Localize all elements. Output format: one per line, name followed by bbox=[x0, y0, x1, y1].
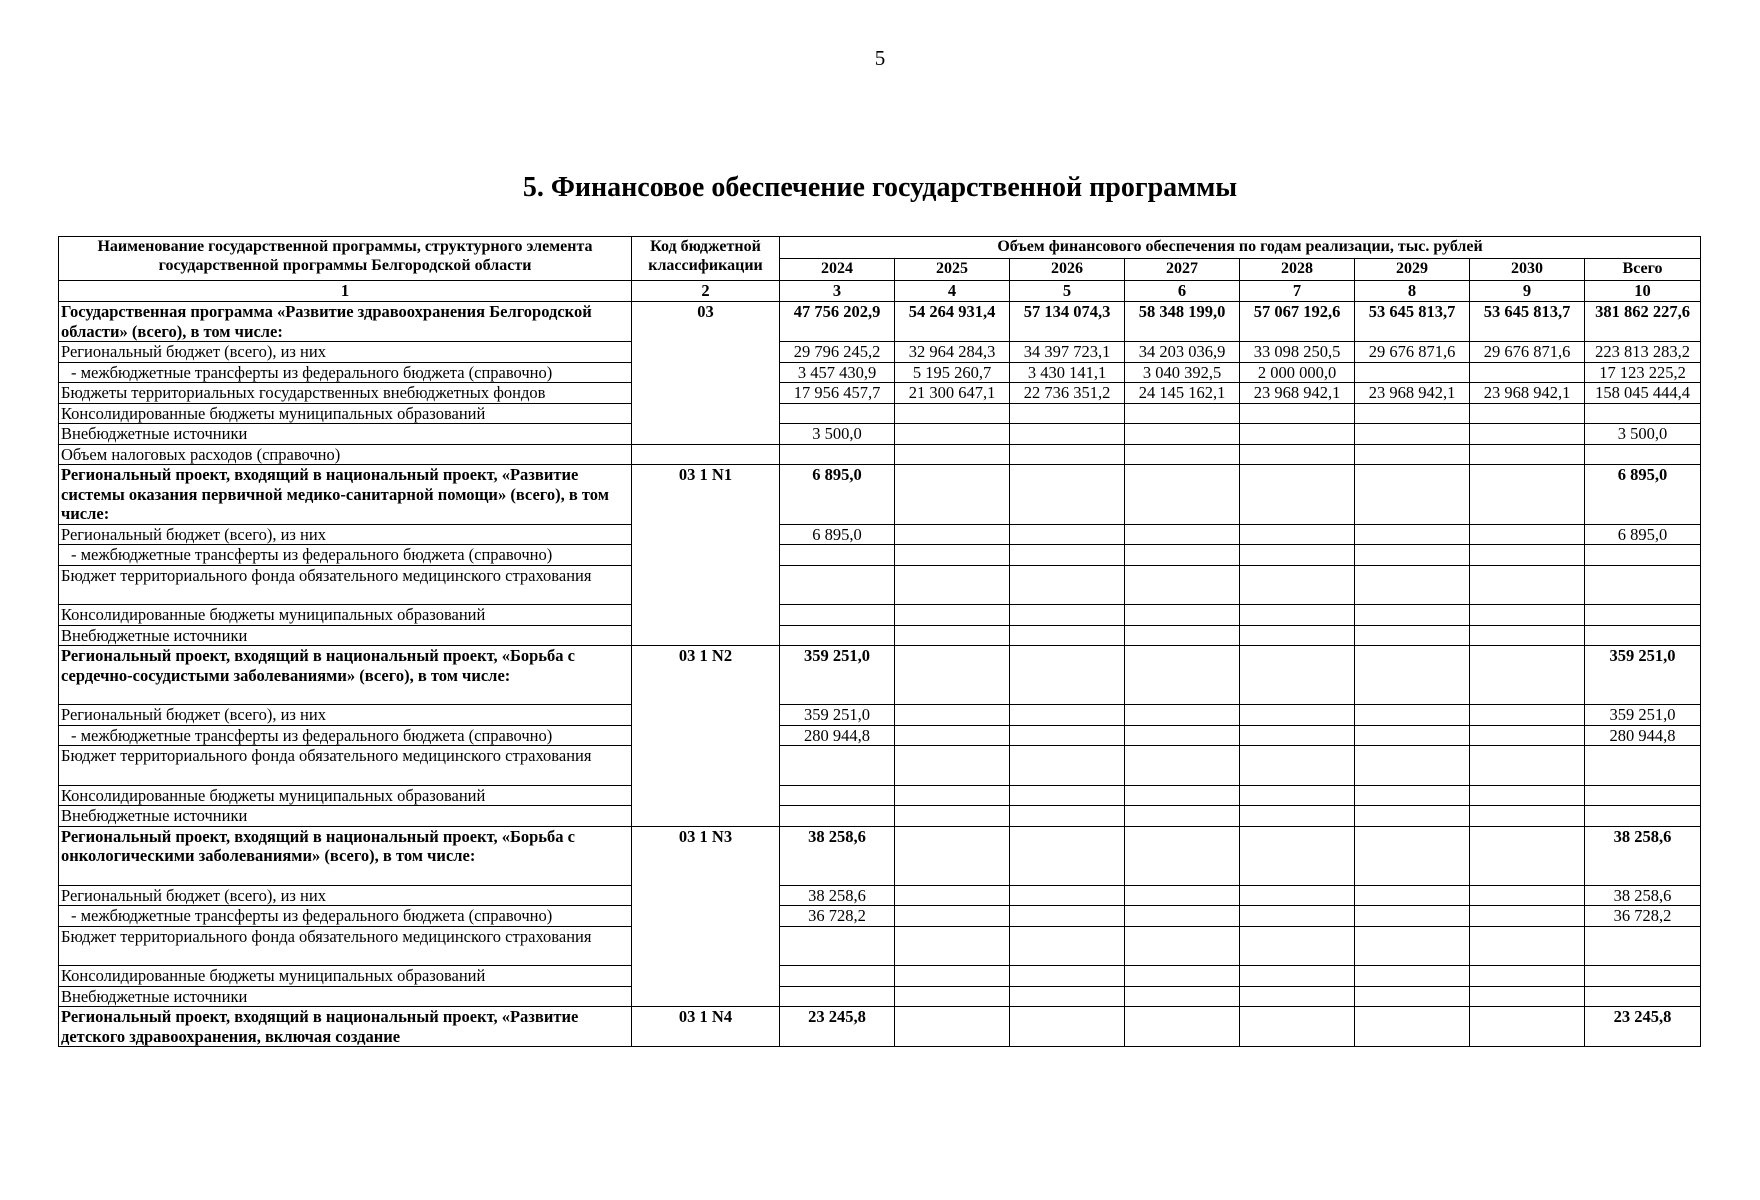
row-name-cell: Бюджет территориального фонда обязательного медицинского страхования bbox=[59, 926, 632, 966]
table-row bbox=[59, 625, 1701, 646]
row-name-cell: Консолидированные бюджеты муниципальных образований bbox=[59, 605, 632, 626]
value-cell bbox=[1470, 524, 1585, 545]
value-cell bbox=[895, 986, 1010, 1007]
value-cell bbox=[1470, 806, 1585, 827]
value-cell bbox=[1125, 424, 1240, 445]
value-cell: 32 964 284,3 bbox=[895, 342, 1010, 363]
value-cell bbox=[1470, 986, 1585, 1007]
row-name-cell: Внебюджетные источники bbox=[59, 424, 632, 445]
value-cell: 57 067 192,6 bbox=[1240, 302, 1355, 342]
value-cell: 6 895,0 bbox=[780, 465, 895, 525]
value-cell: 359 251,0 bbox=[1585, 646, 1701, 705]
value-cell: 38 258,6 bbox=[780, 885, 895, 906]
value-cell: 38 258,6 bbox=[780, 826, 895, 885]
row-name-cell: - межбюджетные трансферты из федерального бюджета (справочно) bbox=[59, 906, 632, 927]
value-cell bbox=[895, 625, 1010, 646]
value-cell bbox=[895, 806, 1010, 827]
value-cell bbox=[1240, 826, 1355, 885]
value-cell: 359 251,0 bbox=[780, 705, 895, 726]
value-cell bbox=[1585, 565, 1701, 605]
value-cell: 29 796 245,2 bbox=[780, 342, 895, 363]
page-number: 5 bbox=[874, 46, 886, 70]
value-cell bbox=[1010, 746, 1125, 786]
value-cell bbox=[780, 986, 895, 1007]
value-cell bbox=[895, 646, 1010, 705]
value-cell bbox=[1010, 444, 1125, 465]
value-cell bbox=[1355, 725, 1470, 746]
value-cell: 3 040 392,5 bbox=[1125, 362, 1240, 383]
row-name-cell: Бюджет территориального фонда обязательного медицинского страхования bbox=[59, 565, 632, 605]
table-row bbox=[59, 885, 1701, 906]
value-cell bbox=[1355, 403, 1470, 424]
value-cell bbox=[1585, 403, 1701, 424]
table-row bbox=[59, 746, 1701, 786]
value-cell bbox=[1355, 646, 1470, 705]
value-cell bbox=[1125, 465, 1240, 525]
value-cell: 54 264 931,4 bbox=[895, 302, 1010, 342]
row-name-cell: Внебюджетные источники bbox=[59, 625, 632, 646]
value-cell: 38 258,6 bbox=[1585, 885, 1701, 906]
row-name-cell: Консолидированные бюджеты муниципальных образований bbox=[59, 966, 632, 987]
value-cell: 36 728,2 bbox=[780, 906, 895, 927]
column-number-cell: 5 bbox=[1010, 281, 1125, 302]
table-row bbox=[59, 605, 1701, 626]
budget-code-cell: 03 1 N4 bbox=[632, 1007, 780, 1047]
value-cell bbox=[1010, 986, 1125, 1007]
value-cell bbox=[895, 746, 1010, 786]
row-name-cell: - межбюджетные трансферты из федерального бюджета (справочно) bbox=[59, 725, 632, 746]
value-cell bbox=[1470, 646, 1585, 705]
value-cell bbox=[1470, 605, 1585, 626]
value-cell bbox=[1240, 725, 1355, 746]
value-cell bbox=[1240, 625, 1355, 646]
value-cell: 223 813 283,2 bbox=[1585, 342, 1701, 363]
value-cell bbox=[1585, 966, 1701, 987]
value-cell bbox=[1240, 465, 1355, 525]
header-volume-cell: Объем финансового обеспечения по годам реализации, тыс. рублей bbox=[780, 237, 1701, 259]
value-cell bbox=[1240, 424, 1355, 445]
value-cell bbox=[1240, 885, 1355, 906]
value-cell: 33 098 250,5 bbox=[1240, 342, 1355, 363]
value-cell bbox=[1470, 725, 1585, 746]
value-cell bbox=[1355, 806, 1470, 827]
value-cell bbox=[780, 545, 895, 566]
value-cell: 17 123 225,2 bbox=[1585, 362, 1701, 383]
value-cell: 5 195 260,7 bbox=[895, 362, 1010, 383]
table-row bbox=[59, 806, 1701, 827]
row-name-cell: Региональный проект, входящий в национальный проект, «Борьба с онкологическими заболеваниями» (всего), в том числе: bbox=[59, 826, 632, 885]
value-cell bbox=[1470, 705, 1585, 726]
value-cell bbox=[1355, 906, 1470, 927]
value-cell bbox=[1240, 605, 1355, 626]
value-cell bbox=[1470, 1007, 1585, 1047]
value-cell bbox=[1585, 986, 1701, 1007]
value-cell bbox=[895, 1007, 1010, 1047]
value-cell: 381 862 227,6 bbox=[1585, 302, 1701, 342]
value-cell: 34 397 723,1 bbox=[1010, 342, 1125, 363]
value-cell bbox=[1125, 1007, 1240, 1047]
value-cell bbox=[895, 966, 1010, 987]
table-row bbox=[59, 826, 1701, 885]
value-cell bbox=[1585, 605, 1701, 626]
value-cell: 3 430 141,1 bbox=[1010, 362, 1125, 383]
value-cell: 29 676 871,6 bbox=[1470, 342, 1585, 363]
value-cell: 3 500,0 bbox=[780, 424, 895, 445]
value-cell bbox=[1125, 746, 1240, 786]
value-cell bbox=[780, 746, 895, 786]
value-cell bbox=[1355, 605, 1470, 626]
value-cell: 58 348 199,0 bbox=[1125, 302, 1240, 342]
value-cell: 6 895,0 bbox=[780, 524, 895, 545]
value-cell bbox=[1125, 725, 1240, 746]
value-cell bbox=[1010, 785, 1125, 806]
value-cell: 21 300 647,1 bbox=[895, 383, 1010, 404]
value-cell bbox=[895, 424, 1010, 445]
value-cell bbox=[780, 785, 895, 806]
value-cell: 280 944,8 bbox=[1585, 725, 1701, 746]
row-name-cell: Региональный бюджет (всего), из них bbox=[59, 524, 632, 545]
value-cell bbox=[1240, 646, 1355, 705]
row-name-cell: Консолидированные бюджеты муниципальных образований bbox=[59, 403, 632, 424]
value-cell: 3 457 430,9 bbox=[780, 362, 895, 383]
row-name-cell: Внебюджетные источники bbox=[59, 806, 632, 827]
value-cell: 57 134 074,3 bbox=[1010, 302, 1125, 342]
table-row bbox=[59, 1007, 1701, 1047]
column-number-cell: 8 bbox=[1355, 281, 1470, 302]
value-cell: 359 251,0 bbox=[780, 646, 895, 705]
value-cell bbox=[1010, 906, 1125, 927]
budget-code-cell: 03 1 N2 bbox=[632, 646, 780, 827]
row-name-cell: Региональный бюджет (всего), из них bbox=[59, 705, 632, 726]
value-cell bbox=[1240, 806, 1355, 827]
value-cell bbox=[1355, 926, 1470, 966]
value-cell: 22 736 351,2 bbox=[1010, 383, 1125, 404]
value-cell bbox=[1010, 424, 1125, 445]
value-cell bbox=[1355, 986, 1470, 1007]
page-title: 5. Финансовое обеспечение государственной программы bbox=[522, 172, 1238, 203]
value-cell: 53 645 813,7 bbox=[1470, 302, 1585, 342]
value-cell bbox=[1240, 986, 1355, 1007]
table-row bbox=[59, 545, 1701, 566]
value-cell bbox=[780, 625, 895, 646]
value-cell bbox=[1355, 524, 1470, 545]
value-cell bbox=[1125, 966, 1240, 987]
header-year-cell: 2030 bbox=[1470, 259, 1585, 281]
value-cell: 280 944,8 bbox=[780, 725, 895, 746]
value-cell bbox=[1355, 465, 1470, 525]
value-cell bbox=[1125, 605, 1240, 626]
value-cell bbox=[1240, 545, 1355, 566]
value-cell bbox=[1470, 403, 1585, 424]
value-cell: 23 968 942,1 bbox=[1355, 383, 1470, 404]
value-cell: 23 968 942,1 bbox=[1240, 383, 1355, 404]
value-cell bbox=[1125, 806, 1240, 827]
value-cell bbox=[1470, 906, 1585, 927]
value-cell bbox=[1240, 966, 1355, 987]
value-cell bbox=[1355, 625, 1470, 646]
table-row bbox=[59, 906, 1701, 927]
value-cell bbox=[1125, 785, 1240, 806]
row-name-cell: Региональный проект, входящий в национальный проект, «Развитие системы оказания первичной медико-санитарной помощи» (всего), в том числе: bbox=[59, 465, 632, 525]
value-cell bbox=[1470, 885, 1585, 906]
value-cell bbox=[1240, 906, 1355, 927]
value-cell bbox=[1585, 444, 1701, 465]
row-name-cell: Региональный проект, входящий в национальный проект, «Развитие детского здравоохранения, включая создание bbox=[59, 1007, 632, 1047]
row-name-cell: Региональный бюджет (всего), из них bbox=[59, 342, 632, 363]
header-year-cell: 2026 bbox=[1010, 259, 1125, 281]
table-row bbox=[59, 926, 1701, 966]
value-cell: 6 895,0 bbox=[1585, 465, 1701, 525]
value-cell bbox=[1470, 444, 1585, 465]
value-cell bbox=[780, 926, 895, 966]
header-year-cell: 2024 bbox=[780, 259, 895, 281]
value-cell bbox=[1585, 806, 1701, 827]
table-row bbox=[59, 302, 1701, 342]
budget-code-cell: 03 1 N1 bbox=[632, 465, 780, 646]
value-cell bbox=[1240, 785, 1355, 806]
financing-table bbox=[58, 236, 1701, 1047]
value-cell bbox=[1125, 646, 1240, 705]
value-cell bbox=[1355, 966, 1470, 987]
value-cell bbox=[895, 524, 1010, 545]
column-number-cell: 4 bbox=[895, 281, 1010, 302]
value-cell bbox=[1010, 1007, 1125, 1047]
value-cell: 23 245,8 bbox=[1585, 1007, 1701, 1047]
value-cell bbox=[780, 966, 895, 987]
value-cell: 36 728,2 bbox=[1585, 906, 1701, 927]
value-cell bbox=[780, 444, 895, 465]
value-cell bbox=[1585, 926, 1701, 966]
table-row bbox=[59, 342, 1701, 363]
row-name-cell: Консолидированные бюджеты муниципальных образований bbox=[59, 785, 632, 806]
value-cell bbox=[1240, 444, 1355, 465]
value-cell bbox=[1240, 565, 1355, 605]
row-name-cell: - межбюджетные трансферты из федерального бюджета (справочно) bbox=[59, 545, 632, 566]
header-year-cell: Всего bbox=[1585, 259, 1701, 281]
value-cell bbox=[1355, 885, 1470, 906]
table-row bbox=[59, 444, 1701, 465]
value-cell bbox=[1470, 966, 1585, 987]
row-name-cell: - межбюджетные трансферты из федерального бюджета (справочно) bbox=[59, 362, 632, 383]
header-code-cell: Код бюджетной классификации bbox=[632, 237, 780, 281]
header-name-cell: Наименование государственной программы, структурного элемента государственной программы Белгородской области bbox=[59, 237, 632, 281]
value-cell: 53 645 813,7 bbox=[1355, 302, 1470, 342]
value-cell bbox=[895, 545, 1010, 566]
value-cell bbox=[1010, 403, 1125, 424]
value-cell: 359 251,0 bbox=[1585, 705, 1701, 726]
value-cell bbox=[1010, 926, 1125, 966]
value-cell bbox=[1355, 705, 1470, 726]
value-cell bbox=[1470, 785, 1585, 806]
table-row bbox=[59, 785, 1701, 806]
value-cell bbox=[895, 705, 1010, 726]
column-number-cell: 9 bbox=[1470, 281, 1585, 302]
value-cell bbox=[1010, 966, 1125, 987]
value-cell bbox=[1355, 545, 1470, 566]
header-year-cell: 2029 bbox=[1355, 259, 1470, 281]
value-cell bbox=[895, 885, 1010, 906]
table-row bbox=[59, 646, 1701, 705]
value-cell bbox=[1125, 906, 1240, 927]
value-cell bbox=[1010, 885, 1125, 906]
row-name-cell: Региональный бюджет (всего), из них bbox=[59, 885, 632, 906]
value-cell bbox=[895, 465, 1010, 525]
value-cell bbox=[1355, 424, 1470, 445]
value-cell bbox=[1355, 444, 1470, 465]
table-row bbox=[59, 725, 1701, 746]
value-cell bbox=[1355, 362, 1470, 383]
value-cell bbox=[895, 785, 1010, 806]
column-number-cell: 10 bbox=[1585, 281, 1701, 302]
value-cell bbox=[1010, 565, 1125, 605]
value-cell bbox=[1355, 785, 1470, 806]
column-number-cell: 2 bbox=[632, 281, 780, 302]
value-cell bbox=[1125, 565, 1240, 605]
value-cell bbox=[1355, 746, 1470, 786]
table-row bbox=[59, 524, 1701, 545]
budget-code-cell bbox=[632, 444, 780, 465]
value-cell bbox=[1240, 1007, 1355, 1047]
value-cell bbox=[780, 605, 895, 626]
value-cell: 34 203 036,9 bbox=[1125, 342, 1240, 363]
column-number-cell: 6 bbox=[1125, 281, 1240, 302]
value-cell bbox=[1010, 725, 1125, 746]
column-number-cell: 7 bbox=[1240, 281, 1355, 302]
value-cell bbox=[780, 403, 895, 424]
value-cell: 24 145 162,1 bbox=[1125, 383, 1240, 404]
value-cell bbox=[895, 605, 1010, 626]
value-cell bbox=[1010, 545, 1125, 566]
value-cell: 6 895,0 bbox=[1585, 524, 1701, 545]
row-name-cell: Бюджеты территориальных государственных внебюджетных фондов bbox=[59, 383, 632, 404]
row-name-cell: Объем налоговых расходов (справочно) bbox=[59, 444, 632, 465]
value-cell bbox=[1010, 806, 1125, 827]
value-cell: 158 045 444,4 bbox=[1585, 383, 1701, 404]
value-cell bbox=[1470, 545, 1585, 566]
value-cell bbox=[1125, 625, 1240, 646]
value-cell bbox=[1355, 565, 1470, 605]
value-cell bbox=[1470, 926, 1585, 966]
value-cell bbox=[1470, 746, 1585, 786]
table-row bbox=[59, 465, 1701, 525]
value-cell bbox=[1010, 524, 1125, 545]
value-cell: 17 956 457,7 bbox=[780, 383, 895, 404]
value-cell bbox=[895, 926, 1010, 966]
table-row bbox=[59, 424, 1701, 445]
value-cell bbox=[1125, 545, 1240, 566]
row-name-cell: Региональный проект, входящий в национальный проект, «Борьба с сердечно-сосудистыми заболеваниями» (всего), в том числе: bbox=[59, 646, 632, 705]
value-cell: 3 500,0 bbox=[1585, 424, 1701, 445]
table-row bbox=[59, 565, 1701, 605]
value-cell bbox=[1470, 826, 1585, 885]
value-cell: 29 676 871,6 bbox=[1355, 342, 1470, 363]
value-cell bbox=[1240, 926, 1355, 966]
header-year-cell: 2027 bbox=[1125, 259, 1240, 281]
budget-code-cell: 03 bbox=[632, 302, 780, 445]
value-cell bbox=[1355, 1007, 1470, 1047]
value-cell: 47 756 202,9 bbox=[780, 302, 895, 342]
value-cell bbox=[1010, 826, 1125, 885]
value-cell bbox=[1125, 926, 1240, 966]
value-cell: 23 968 942,1 bbox=[1470, 383, 1585, 404]
value-cell bbox=[780, 806, 895, 827]
value-cell bbox=[1010, 605, 1125, 626]
value-cell bbox=[780, 565, 895, 605]
table-row bbox=[59, 362, 1701, 383]
value-cell bbox=[1470, 565, 1585, 605]
value-cell bbox=[1585, 545, 1701, 566]
value-cell bbox=[1125, 524, 1240, 545]
value-cell bbox=[1240, 403, 1355, 424]
value-cell bbox=[1585, 746, 1701, 786]
value-cell bbox=[1470, 465, 1585, 525]
value-cell bbox=[1010, 705, 1125, 726]
row-name-cell: Государственная программа «Развитие здравоохранения Белгородской области» (всего), в том числе: bbox=[59, 302, 632, 342]
value-cell bbox=[1125, 986, 1240, 1007]
value-cell: 2 000 000,0 bbox=[1240, 362, 1355, 383]
value-cell bbox=[1470, 362, 1585, 383]
value-cell bbox=[1010, 625, 1125, 646]
value-cell bbox=[1125, 885, 1240, 906]
value-cell bbox=[1125, 403, 1240, 424]
budget-code-cell: 03 1 N3 bbox=[632, 826, 780, 1007]
table-row bbox=[59, 986, 1701, 1007]
value-cell bbox=[1125, 826, 1240, 885]
table-row bbox=[59, 383, 1701, 404]
value-cell bbox=[1240, 524, 1355, 545]
value-cell bbox=[1470, 424, 1585, 445]
row-name-cell: Бюджет территориального фонда обязательного медицинского страхования bbox=[59, 746, 632, 786]
value-cell bbox=[1010, 646, 1125, 705]
value-cell bbox=[1125, 705, 1240, 726]
table-row bbox=[59, 403, 1701, 424]
table-row bbox=[59, 705, 1701, 726]
value-cell bbox=[1240, 746, 1355, 786]
column-number-cell: 1 bbox=[59, 281, 632, 302]
column-number-cell: 3 bbox=[780, 281, 895, 302]
value-cell bbox=[1470, 625, 1585, 646]
value-cell bbox=[1125, 444, 1240, 465]
value-cell bbox=[1010, 465, 1125, 525]
value-cell bbox=[895, 565, 1010, 605]
row-name-cell: Внебюджетные источники bbox=[59, 986, 632, 1007]
header-year-cell: 2025 bbox=[895, 259, 1010, 281]
value-cell bbox=[1585, 785, 1701, 806]
value-cell bbox=[895, 906, 1010, 927]
value-cell bbox=[895, 725, 1010, 746]
header-year-cell: 2028 bbox=[1240, 259, 1355, 281]
table-row bbox=[59, 966, 1701, 987]
value-cell bbox=[1240, 705, 1355, 726]
value-cell: 38 258,6 bbox=[1585, 826, 1701, 885]
value-cell: 23 245,8 bbox=[780, 1007, 895, 1047]
value-cell bbox=[895, 444, 1010, 465]
value-cell bbox=[895, 826, 1010, 885]
value-cell bbox=[1585, 625, 1701, 646]
value-cell bbox=[895, 403, 1010, 424]
value-cell bbox=[1355, 826, 1470, 885]
